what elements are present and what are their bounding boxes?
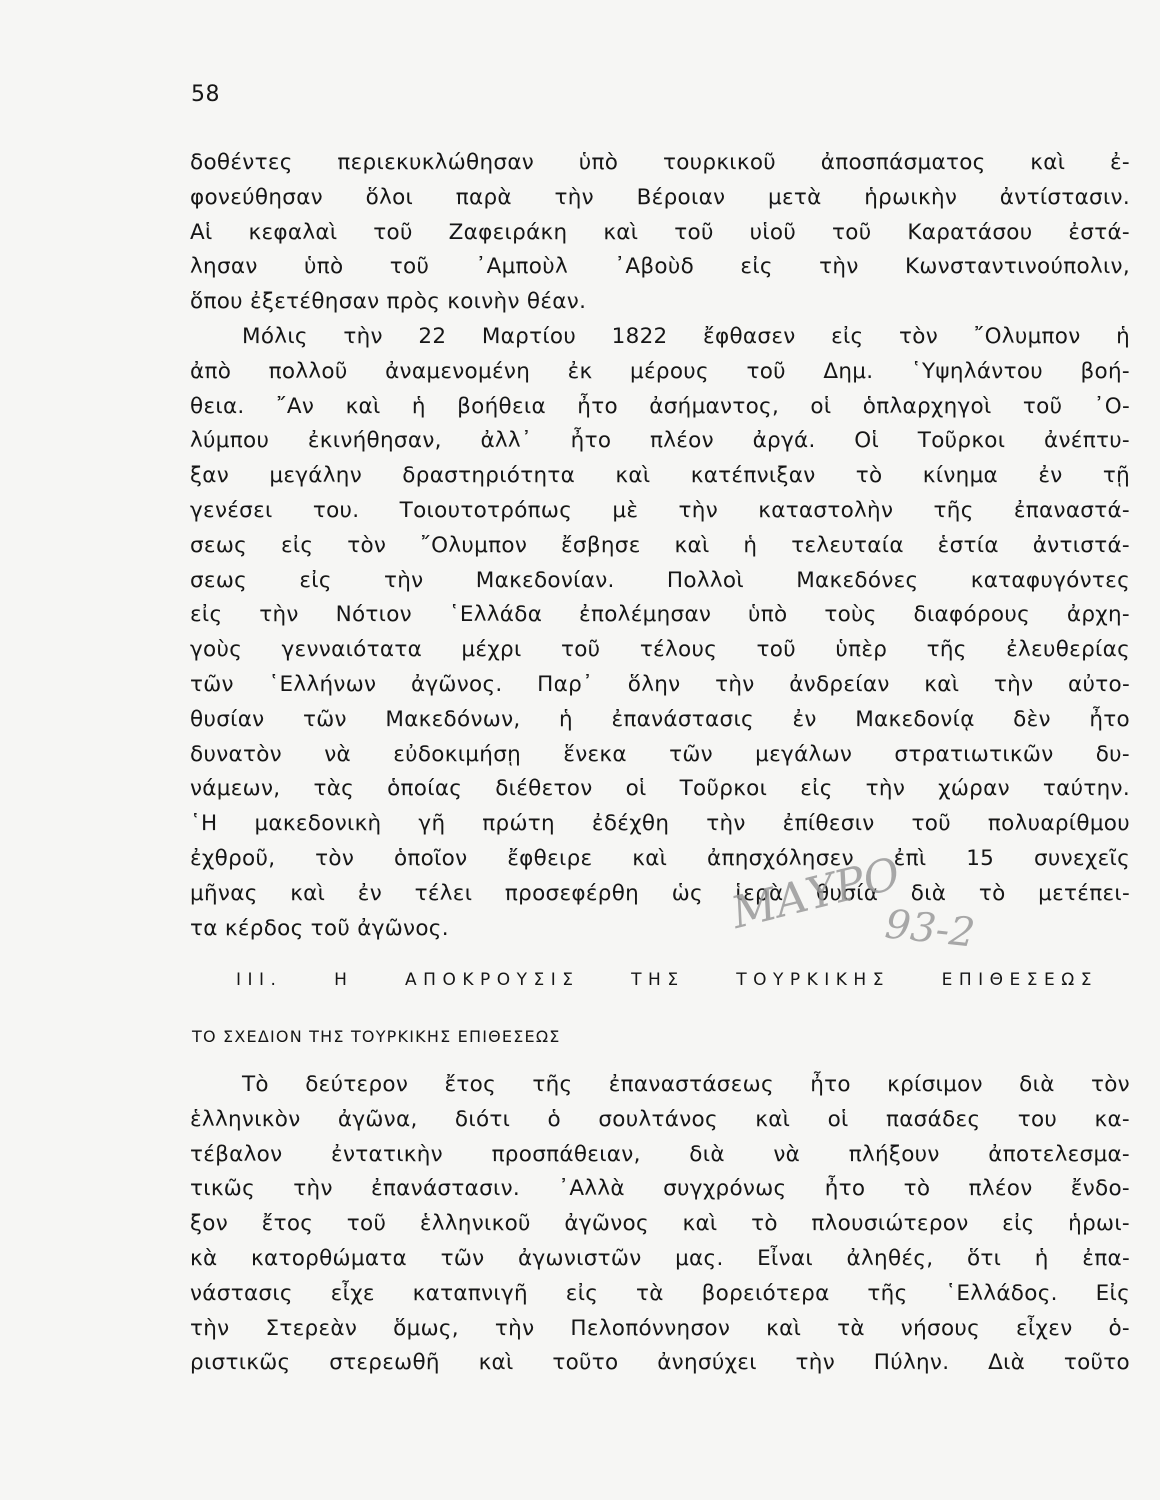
text-line: ἑλληνικὸν ἀγῶνα, διότι ὁ σουλτάνος καὶ οἱ πασάδες του κα- <box>190 1106 1130 1132</box>
text-block-upper <box>190 146 1130 946</box>
text-line: τα κέρδος τοῦ ἀγῶνος. <box>190 915 449 941</box>
paragraph-1 <box>190 146 1130 320</box>
paragraph-3 <box>190 1068 1130 1381</box>
text-line: εἰς τὴν Νότιον ῾Ελλάδα ἐπολέμησαν ὑπὸ τοὺς διαφόρους ἀρχη- <box>190 602 1130 628</box>
text-line: τὴν Στερεὰν ὅμως, τὴν Πελοπόννησον καὶ τὰ νήσους εἶχεν ὁ- <box>190 1315 1130 1341</box>
text-line: Μόλις τὴν 22 Μαρτίου 1822 ἔφθασεν εἰς τὸν ῎Ολυμπον ἡ <box>242 323 1130 349</box>
text-block-lower <box>190 1068 1130 1381</box>
text-line: ἐχθροῦ, τὸν ὁποῖον ἔφθειρε καὶ ἀπησχόλησεν ἐπὶ 15 συνεχεῖς <box>190 845 1130 871</box>
text-line: δοθέντες περιεκυκλώθησαν ὑπὸ τουρκικοῦ ἀποσπάσματος καὶ ἐ- <box>190 150 1130 175</box>
section-heading: ΙΙΙ. Η ΑΠΟΚΡΟΥΣΙΣ ΤΗΣ ΤΟΥΡΚΙΚΗΣ ΕΠΙΘΕΣΕΩΣ <box>236 970 1098 990</box>
text-line: θεια. ῎Αν καὶ ἡ βοήθεια ἦτο ἀσήμαντος, οἱ ὁπλαρχηγοὶ τοῦ ᾿Ο- <box>190 393 1130 419</box>
text-line: γενέσει του. Τοιουτοτρόπως μὲ τὴν καταστολὴν τῆς ἐπαναστά- <box>190 497 1130 523</box>
text-line: τικῶς τὴν ἐπανάστασιν. ᾿Αλλὰ συγχρόνως ἦτο τὸ πλέον ἔνδο- <box>190 1176 1130 1202</box>
handwritten-annotation: 93-2 <box>882 901 978 957</box>
page-number: 58 <box>191 82 220 107</box>
text-line: ῾Η μακεδονικὴ γῆ πρώτη ἐδέχθη τὴν ἐπίθεσιν τοῦ πολυαρίθμου <box>190 811 1130 837</box>
text-line: νάστασις εἶχε καταπνιγῆ εἰς τὰ βορειότερα τῆς ῾Ελλάδος. Εἰς <box>190 1280 1130 1306</box>
text-line: ξον ἔτος τοῦ ἑλληνικοῦ ἀγῶνος καὶ τὸ πλουσιώτερον εἰς ἡρωι- <box>190 1211 1130 1237</box>
text-line: λύμπου ἐκινήθησαν, ἀλλ᾿ ἦτο πλέον ἀργά. Οἱ Τοῦρκοι ἀνέπτυ- <box>190 428 1130 454</box>
text-line: σεως εἰς τὴν Μακεδονίαν. Πολλοὶ Μακεδόνες καταφυγόντες <box>190 567 1130 593</box>
text-line: θυσίαν τῶν Μακεδόνων, ἡ ἐπανάστασις ἐν Μακεδονίᾳ δὲν ἦτο <box>190 706 1130 732</box>
text-line: Τὸ δεύτερον ἔτος τῆς ἐπαναστάσεως ἦτο κρίσιμον διὰ τὸν <box>242 1072 1130 1097</box>
subheading: ΤΟ ΣΧΕΔΙΟΝ ΤΗΣ ΤΟΥΡΚΙΚΗΣ ΕΠΙΘΕΣΕΩΣ <box>192 1027 561 1046</box>
text-line: σεως εἰς τὸν ῎Ολυμπον ἔσβησε καὶ ἡ τελευταία ἑστία ἀντιστά- <box>190 532 1130 558</box>
text-line: λησαν ὑπὸ τοῦ ᾿Αμποὺλ ᾿Αβοὺδ εἰς τὴν Κωνσταντινούπολιν, <box>190 254 1130 280</box>
text-line: τέβαλον ἐντατικὴν προσπάθειαν, διὰ νὰ πλήξουν ἀποτελεσμα- <box>190 1141 1130 1167</box>
text-line: ριστικῶς στερεωθῆ καὶ τοῦτο ἀνησύχει τὴν Πύλην. Διὰ τοῦτο <box>190 1350 1130 1376</box>
text-line: τῶν ῾Ελλήνων ἀγῶνος. Παρ᾿ ὅλην τὴν ἀνδρείαν καὶ τὴν αὐτο- <box>190 671 1130 697</box>
text-line: ξαν μεγάλην δραστηριότητα καὶ κατέπνιξαν τὸ κίνημα ἐν τῇ <box>190 463 1130 489</box>
text-line: μῆνας καὶ ἐν τέλει προσεφέρθη ὡς ἱερὰ θυσία διὰ τὸ μετέπει- <box>190 880 1130 906</box>
text-line: ὅπου ἐξετέθησαν πρὸς κοινὴν θέαν. <box>190 289 587 315</box>
text-line: Αἱ κεφαλαὶ τοῦ Ζαφειράκη καὶ τοῦ υἱοῦ τοῦ Καρατάσου ἐστά- <box>190 219 1130 245</box>
text-line: φονεύθησαν ὅλοι παρὰ τὴν Βέροιαν μετὰ ἡρωικὴν ἀντίστασιν. <box>190 184 1130 210</box>
text-line: δυνατὸν νὰ εὐδοκιμήσῃ ἕνεκα τῶν μεγάλων στρατιωτικῶν δυ- <box>190 741 1130 767</box>
text-line: ἀπὸ πολλοῦ ἀναμενομένη ἐκ μέρους τοῦ Δημ. ῾Υψηλάντου βοή- <box>190 358 1130 384</box>
handwritten-annotation: ΜΑΥΡΟ <box>726 848 906 939</box>
text-line: νάμεων, τὰς ὁποίας διέθετον οἱ Τοῦρκοι εἰς τὴν χώραν ταύτην. <box>190 776 1130 802</box>
text-line: γοὺς γενναιότατα μέχρι τοῦ τέλους τοῦ ὑπὲρ τῆς ἐλευθερίας <box>190 637 1130 663</box>
paragraph-2 <box>190 320 1130 946</box>
text-line: κὰ κατορθώματα τῶν ἀγωνιστῶν μας. Εἶναι ἀληθές, ὅτι ἡ ἐπα- <box>190 1245 1130 1271</box>
